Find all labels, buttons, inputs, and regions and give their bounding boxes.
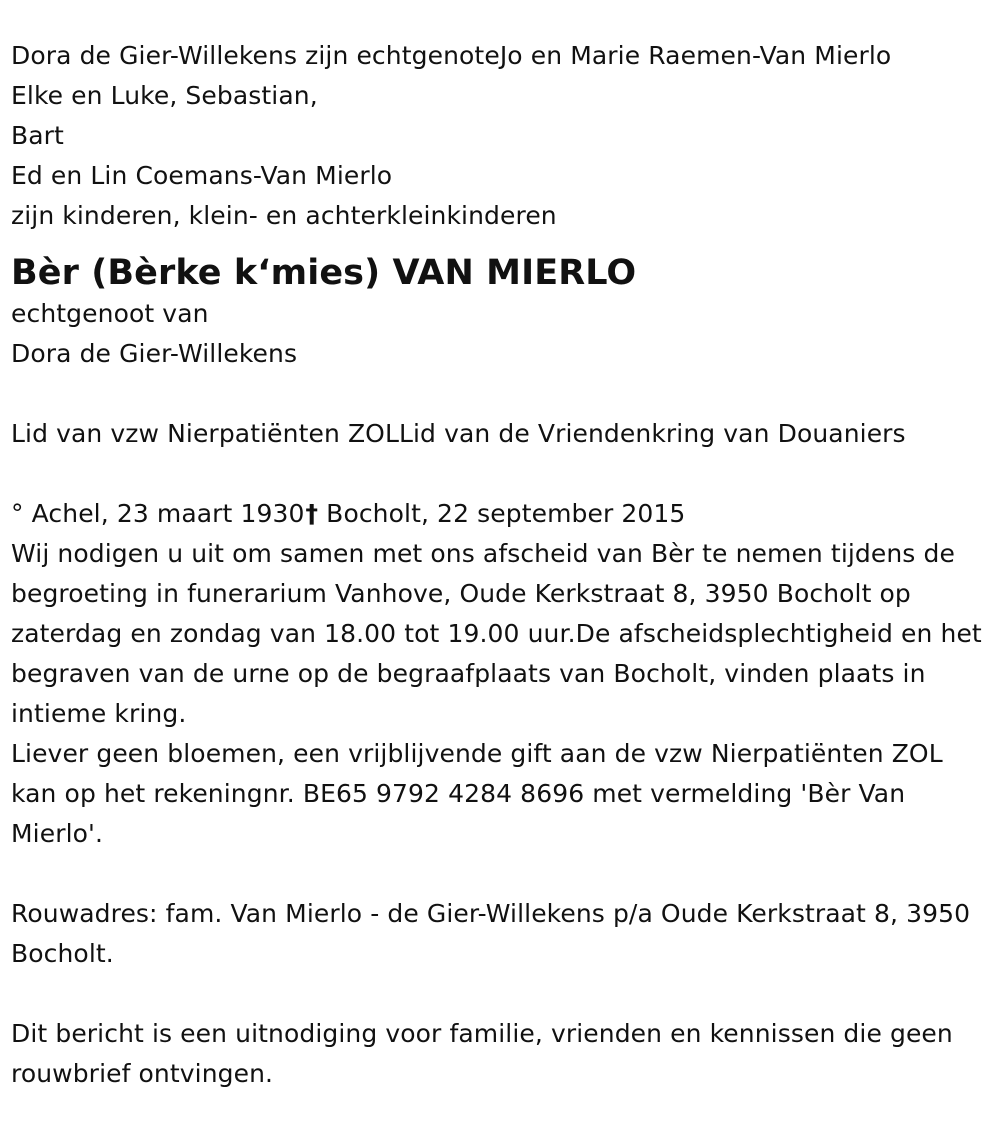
dates-line (11, 494, 991, 534)
birth-date: ° Achel, 23 maart 1930 (11, 499, 305, 528)
obituary-notice (11, 36, 991, 1094)
spouse-text: Dora de Gier-Willekens zijn echtgenote (11, 41, 500, 70)
cross-icon: † (305, 499, 319, 528)
membership-first: Lid van vzw Nierpatiënten ZOL (11, 419, 399, 448)
footer-note: Dit bericht is een uitnodiging voor familie, vrienden en kennissen die geen rouwbrief ontvingen. (11, 1019, 953, 1088)
spacer (11, 374, 991, 414)
family-line-spouse (11, 36, 991, 76)
flowers-text: Liever geen bloemen, een vrijblijvende gift aan de vzw Nierpatiënten ZOL kan op het rekeningnr. BE65 9792 4284 8696 met vermelding 'Bèr Van Mierlo'. (11, 739, 943, 848)
spouse-name: Dora de Gier-Willekens (11, 339, 298, 368)
spacer (11, 854, 991, 894)
children-couple-text: Jo en Marie Raemen-Van Mierlo (499, 41, 892, 70)
death-date: Bocholt, 22 september 2015 (318, 499, 686, 528)
mourning-address: Rouwadres: fam. Van Mierlo - de Gier-Willekens p/a Oude Kerkstraat 8, 3950 Bocholt. (11, 899, 971, 968)
relation-label: echtgenoot van (11, 299, 209, 328)
membership-second: Lid van de Vriendenkring van Douaniers (398, 419, 906, 448)
family-line-2: Elke en Luke, Sebastian, (11, 81, 318, 110)
memberships-line (11, 414, 991, 454)
invitation-text: Wij nodigen u uit om samen met ons afscheid van Bèr te nemen tijdens de begroeting in funerarium Vanhove, Oude Kerkstraat 8, 3950 Bocholt op zaterdag en zondag van 18.00 tot 19.00 uur.De afscheidsplechtigheid en het begraven van de urne op de begraafplaats van Bocholt, vinden plaats in intieme kring. (11, 539, 982, 728)
family-line-3: Bart (11, 121, 64, 150)
family-line-5: zijn kinderen, klein- en achterkleinkinderen (11, 201, 557, 230)
spacer (11, 454, 991, 494)
deceased-name: Bèr (Bèrke k‘mies) VAN MIERLO (11, 253, 637, 293)
spacer (11, 974, 991, 1014)
family-line-4: Ed en Lin Coemans-Van Mierlo (11, 161, 393, 190)
